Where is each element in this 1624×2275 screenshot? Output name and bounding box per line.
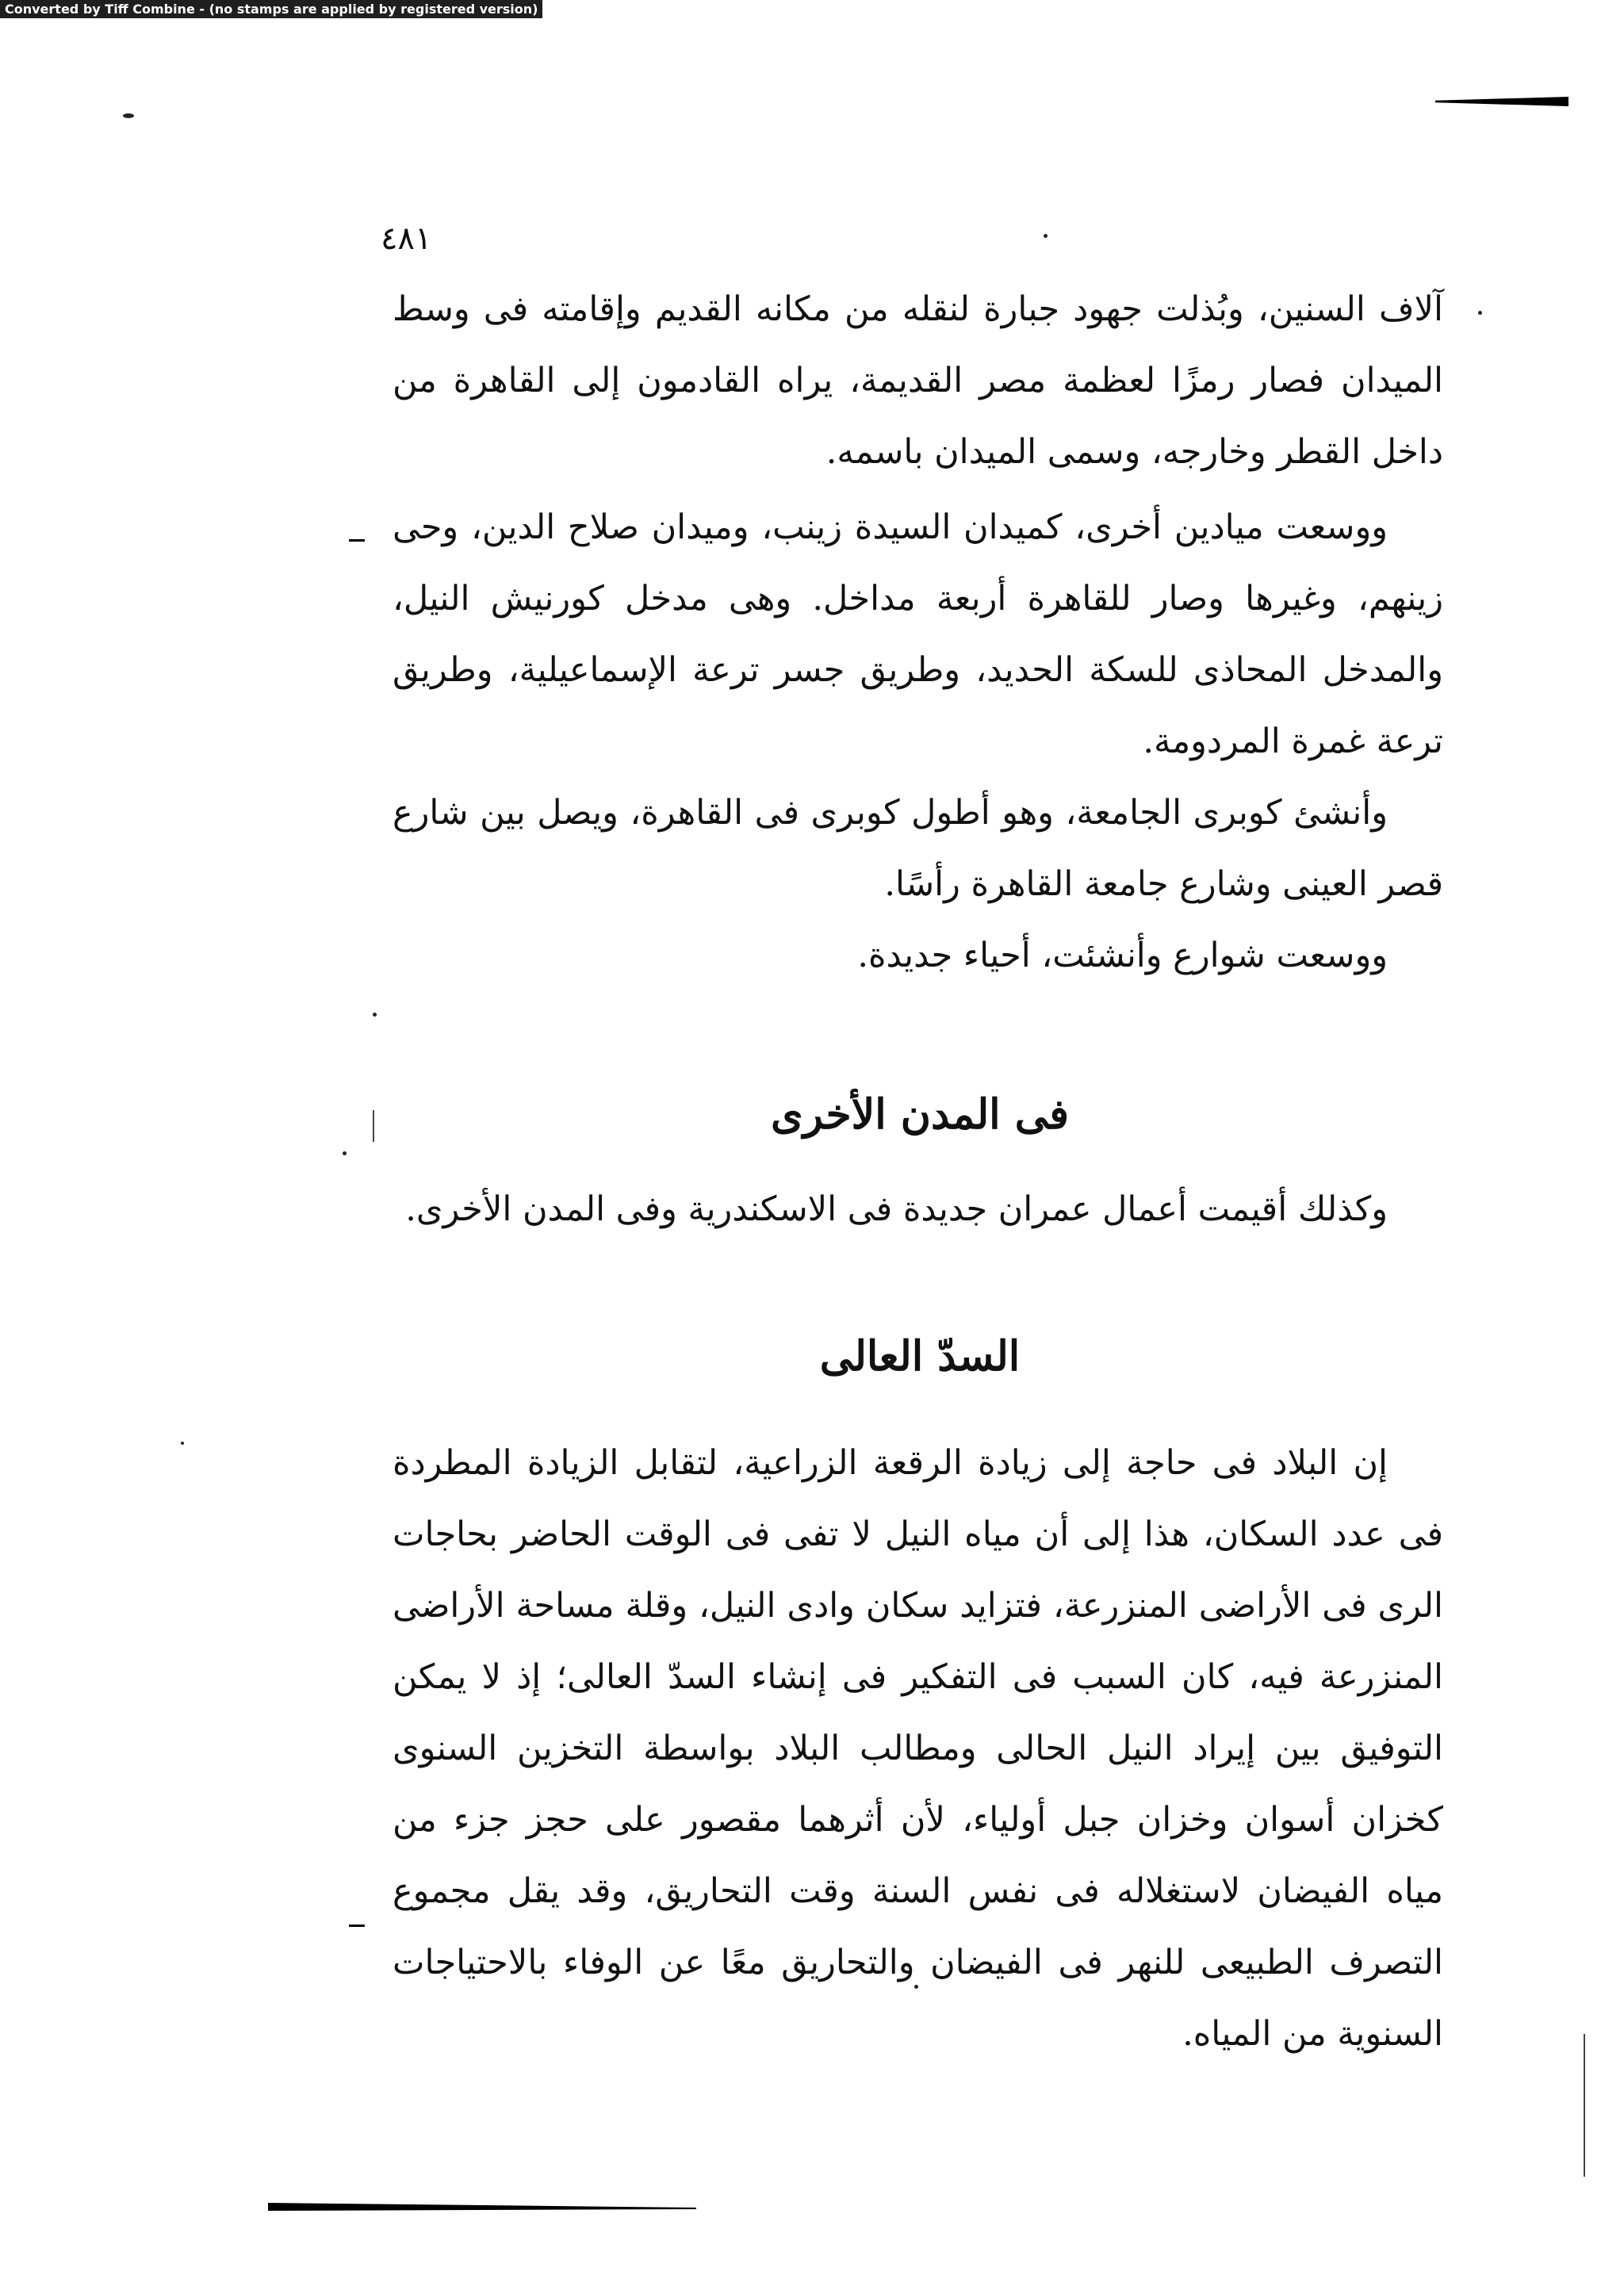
scan-speck	[181, 1442, 184, 1445]
scan-dash	[349, 539, 365, 542]
top-right-scan-bar	[1435, 97, 1568, 106]
scan-speck	[1044, 234, 1048, 238]
paragraph-new-streets: ووسعت شوارع وأنشئت، أحياء جديدة.	[857, 936, 1388, 975]
paragraph-obelisk: آلاف السنين، وبُذلت جهود جبارة لنقله من مكانه القديم وإقامته فى وسط الميدان فصار رمزًا لعظمة مصر القديمة، يراه القادمون إلى القاهرة من داخل القطر وخارجه، وسمى الميدان باسمه.	[393, 289, 1443, 472]
bottom-scan-bar	[268, 2203, 696, 2211]
paragraph-university-bridge: وأنشئ كوبرى الجامعة، وهو أطول كوبرى فى القاهرة، ويصل بين شارع قصر العينى وشارع جامعة القاهرة رأسًا.	[393, 793, 1443, 904]
scan-speck	[343, 1151, 347, 1155]
scan-speck	[373, 1013, 377, 1017]
heading-other-cities: فى المدن الأخرى	[771, 1090, 1069, 1139]
paragraph-squares: ووسعت ميادين أخرى، كميدان السيدة زينب، وميدان صلاح الدين، وحى زينهم، وغيرها وصار للقاهرة أربعة مداخل. وهى مدخل كورنيش النيل، والمدخل المحاذى للسكة الحديد، وطريق جسر ترعة الإسماعيلية، وطريق ترعة غمرة المردومة.	[393, 507, 1443, 761]
converter-watermark: Converted by Tiff Combine - (no stamps are applied by registered version)	[0, 0, 542, 18]
page-number: ٤٨١	[381, 220, 432, 257]
scan-speck	[123, 113, 134, 118]
scan-margin-line	[1584, 2034, 1585, 2177]
scan-dash	[349, 1925, 365, 1927]
scan-speck	[1478, 311, 1482, 315]
scan-margin-line	[373, 1110, 374, 1142]
heading-high-dam: السدّ العالى	[819, 1332, 1021, 1381]
paragraph-other-cities: وكذلك أقيمت أعمال عمران جديدة فى الاسكندرية وفى المدن الأخرى.	[405, 1189, 1388, 1229]
paragraph-high-dam: إن البلاد فى حاجة إلى زيادة الرقعة الزراعية، لتقابل الزيادة المطردة فى عدد السكان، هذا إلى أن مياه النيل لا تفى فى الوقت الحاضر بحاجات الرى فى الأراضى المنزرعة، فتزايد سكان وادى النيل، وقلة مساحة الأراضى المنزرعة فيه، كان السبب فى التفكير فى إنشاء السدّ العالى؛ إذ لا يمكن التوفيق بين إيراد النيل الحالى ومطالب البلاد بواسطة التخزين السنوى كخزان أسوان وخزان جبل أولياء، لأن أثرهما مقصور على حجز جزء من مياه الفيضان لاستغلاله فى نفس السنة وقت التحاريق، وقد يقل مجموع التصرف الطبيعى للنهر فى الفيضان والتحاريق معًا عن الوفاء بالاحتياجات السنوية من المياه.	[393, 1443, 1443, 2054]
